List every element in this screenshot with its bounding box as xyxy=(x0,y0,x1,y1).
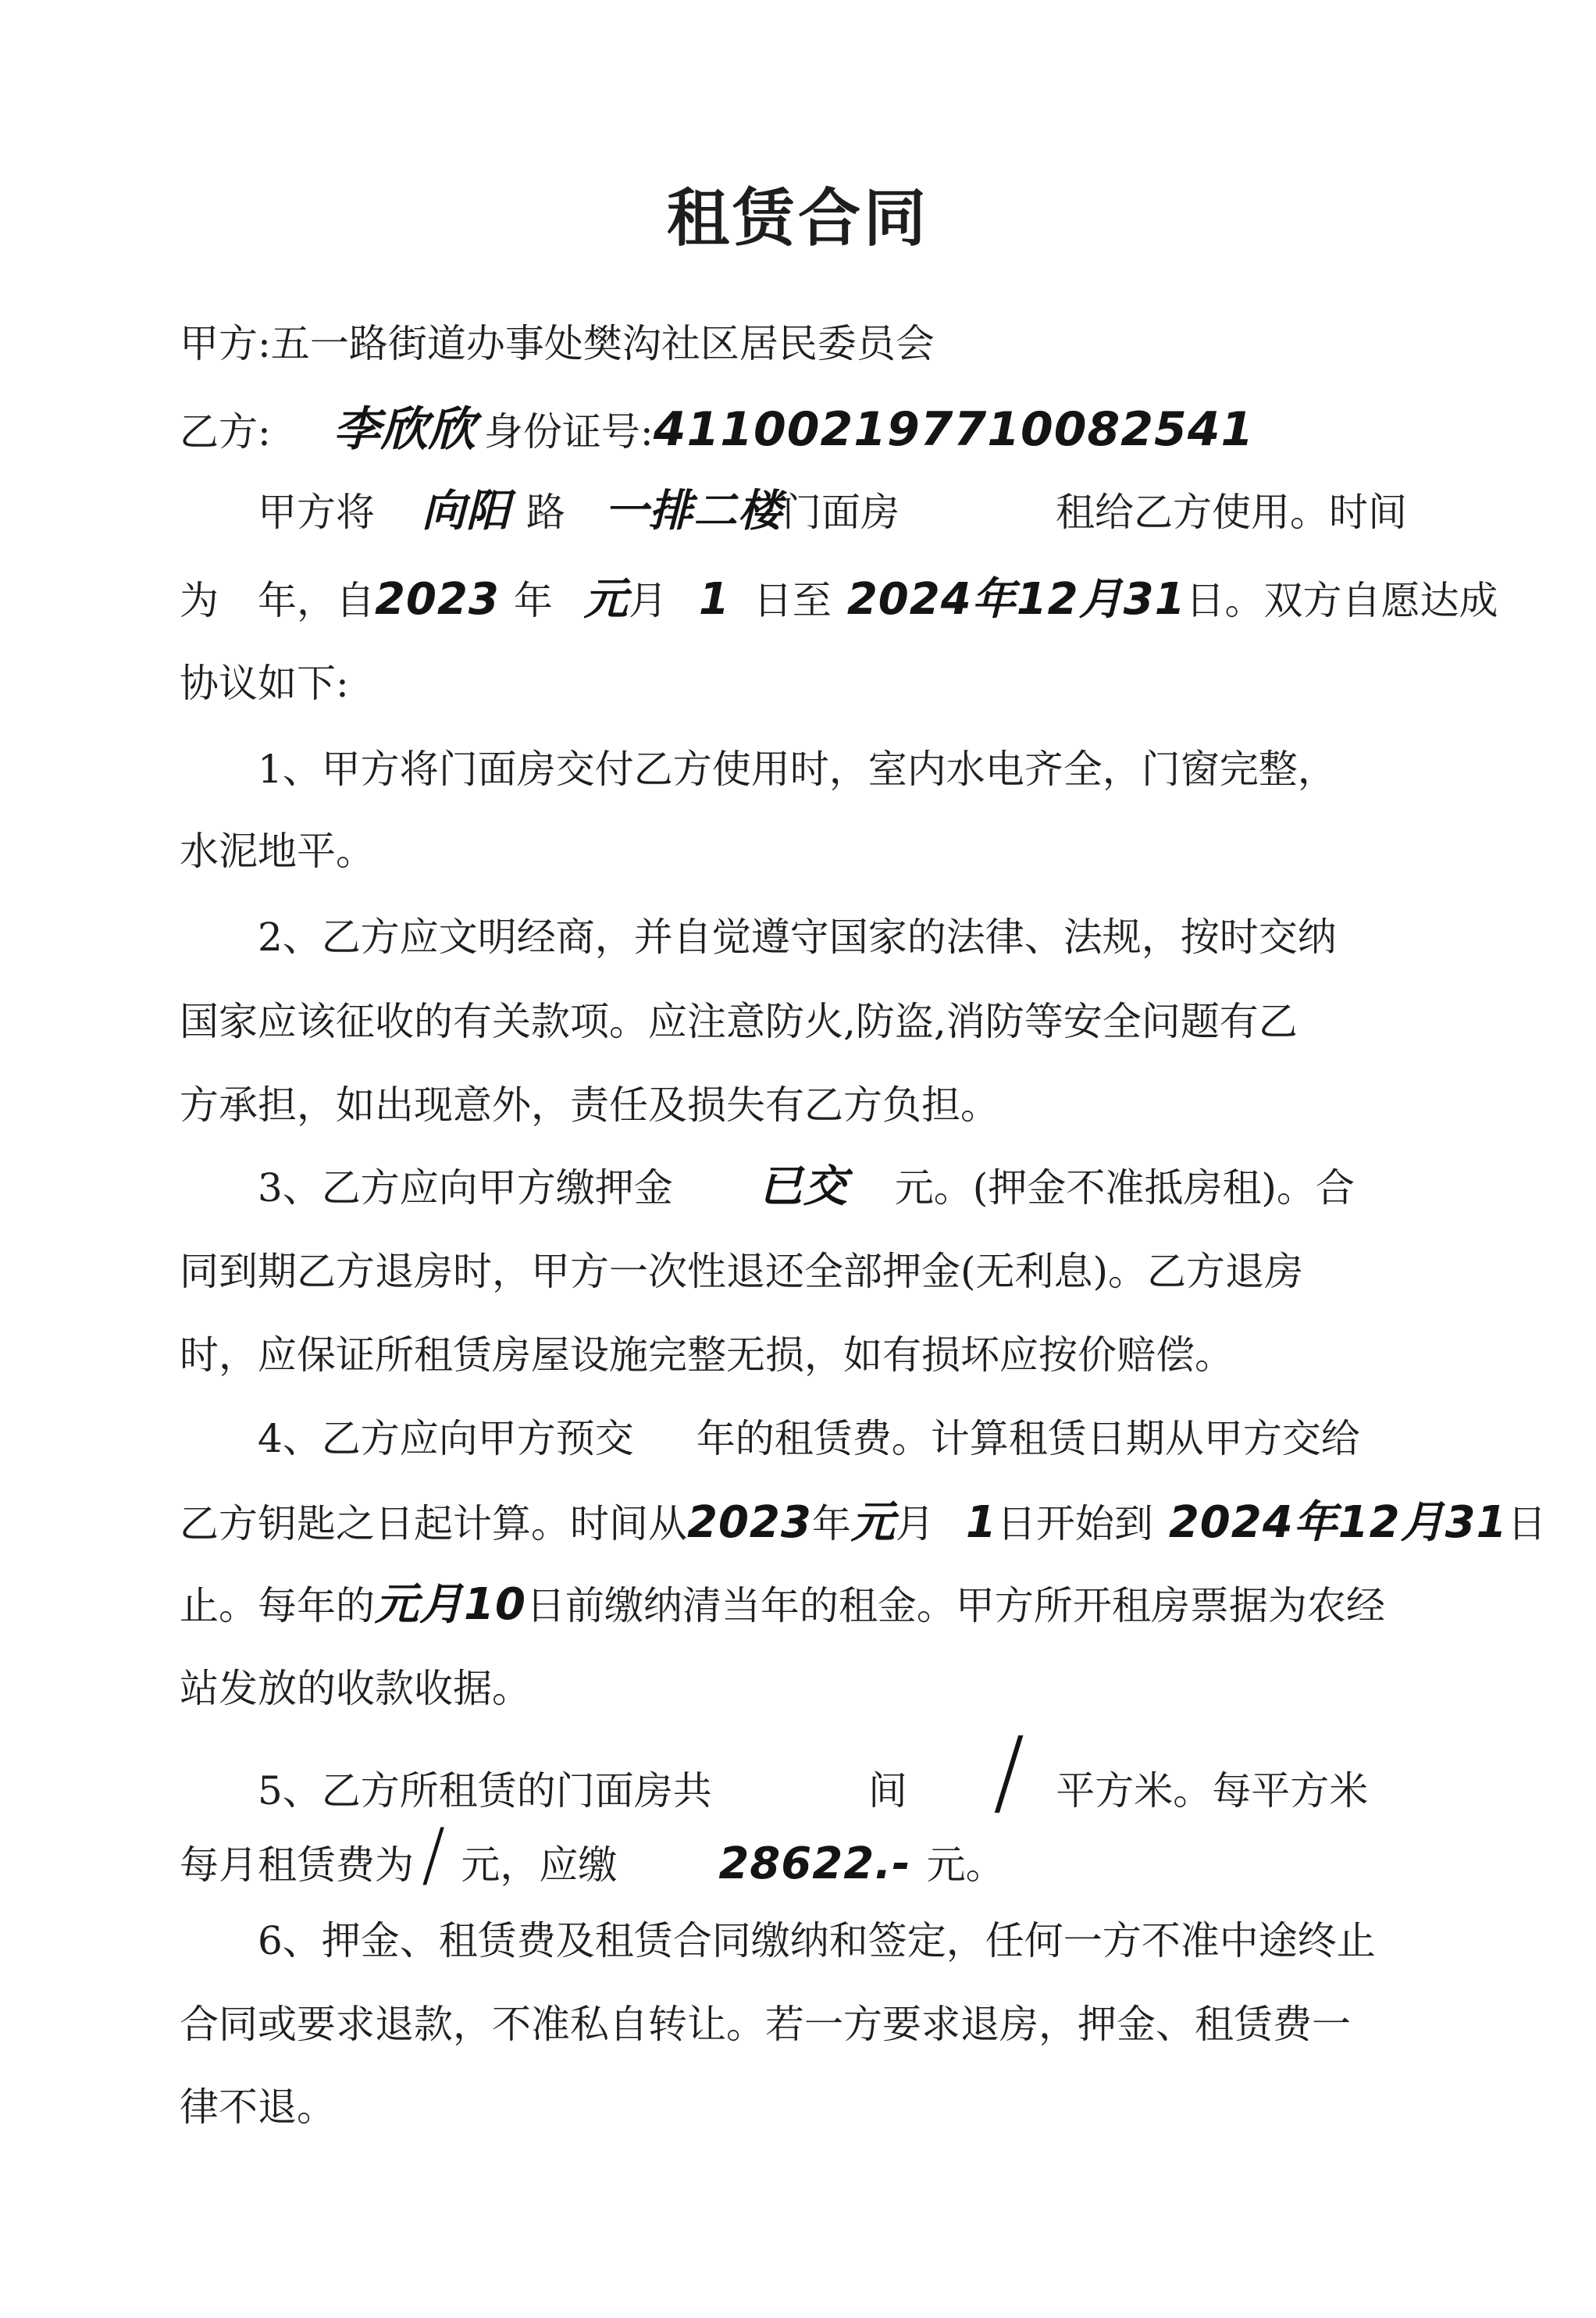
unit-price-value: / xyxy=(422,1813,446,1895)
party-a-name: 五一路街道办事处樊沟社区居民委员会 xyxy=(270,321,935,366)
intro-text: 甲方将 xyxy=(258,490,375,535)
clause-text: 4、乙方应向甲方预交 xyxy=(258,1416,634,1461)
intro-text: 日。双方自愿达成 xyxy=(1185,578,1498,623)
clause-text: 元，应缴 xyxy=(461,1842,618,1888)
clause-text: 乙方钥匙之日起计算。时间从 xyxy=(180,1501,687,1546)
clause-3-line-2: 同到期乙方退房时，甲方一次性退还全部押金(无利息)。乙方退房 xyxy=(180,1249,1304,1294)
total-rent: 28622.- xyxy=(718,1838,911,1889)
clause-text: 止。每年的 xyxy=(180,1583,375,1628)
clause-text: 年的租赁费。计算租赁日期从甲方交给 xyxy=(696,1416,1360,1461)
clause-text: 每月租赁费为 xyxy=(180,1842,414,1888)
clause-5-line-2 xyxy=(180,1813,1445,1895)
clause-1-line-2: 水泥地平。 xyxy=(180,829,375,874)
annual-pay-date: 元月10 xyxy=(375,1579,526,1630)
clause-text: 日 xyxy=(1507,1501,1547,1546)
clause-text: 月 xyxy=(895,1501,935,1546)
clause-1-line-1: 1、甲方将门面房交付乙方使用时，室内水电齐全，门窗完整， xyxy=(258,747,1337,792)
clause-4-line-4: 站发放的收款收据。 xyxy=(180,1666,531,1711)
intro-text: 年，自 xyxy=(258,578,375,623)
clause-3-line-3: 时，应保证所租赁房屋设施完整无损，如有损坏应按价赔偿。 xyxy=(180,1332,1234,1378)
clause-3-line-1 xyxy=(258,1161,1445,1212)
intro-text: 月 xyxy=(628,578,668,623)
party-b-label: 乙方: xyxy=(180,409,271,455)
end-date: 2024年12月31 xyxy=(846,574,1186,625)
clause-text: 年 xyxy=(811,1501,851,1546)
clause-text: 元。 xyxy=(926,1842,1005,1888)
party-a-label: 甲方: xyxy=(180,321,271,366)
start-month: 元 xyxy=(583,574,629,625)
clause-2-line-2: 国家应该征收的有关款项。应注意防火,防盗,消防等安全问题有乙 xyxy=(180,999,1298,1044)
id-label: 身份证号: xyxy=(483,409,654,455)
intro-text: 租给乙方使用。时间 xyxy=(1056,490,1407,535)
clause-5-line-1 xyxy=(258,1718,1445,1827)
road-name: 向阳 xyxy=(422,486,511,537)
intro-line-1 xyxy=(258,488,1445,536)
party-b-line xyxy=(180,402,1445,457)
start-year: 2023 xyxy=(375,574,500,625)
intro-text: 年 xyxy=(513,578,553,623)
intro-line-3: 协议如下: xyxy=(180,661,349,706)
intro-text: 路 xyxy=(526,490,565,535)
rent-start-year: 2023 xyxy=(687,1497,812,1548)
document-title: 租赁合同 xyxy=(667,182,929,255)
clause-6-line-1: 6、押金、租赁费及租赁合同缴纳和签定，任何一方不准中途终止 xyxy=(258,1918,1376,1963)
rent-start-day: 1 xyxy=(965,1497,997,1548)
party-a-line xyxy=(180,320,1445,367)
clause-4-line-2 xyxy=(180,1497,1547,1548)
intro-text: 门面房 xyxy=(782,490,900,535)
clause-text: 5、乙方所租赁的门面房共 xyxy=(258,1768,712,1813)
start-day: 1 xyxy=(698,574,730,625)
id-number: 411002197710082541 xyxy=(653,402,1255,457)
clause-4-line-1 xyxy=(258,1415,1445,1462)
clause-text: 日开始到 xyxy=(996,1501,1153,1546)
intro-line-2 xyxy=(180,574,1498,625)
rent-start-month: 元 xyxy=(850,1497,896,1548)
party-b-name: 李欣欣 xyxy=(333,402,476,457)
clause-2-line-3: 方承担，如出现意外，责任及损失有乙方负担。 xyxy=(180,1082,999,1128)
rent-end-date: 2024年12月31 xyxy=(1168,1497,1508,1548)
area-value: / xyxy=(992,1718,1025,1827)
deposit-amount: 已交 xyxy=(758,1161,848,1212)
clause-text: 间 xyxy=(867,1768,907,1813)
clause-text: 平方米。每平方米 xyxy=(1056,1768,1369,1813)
intro-text: 为 xyxy=(180,578,219,623)
clause-text: 3、乙方应向甲方缴押金 xyxy=(258,1165,673,1211)
clause-2-line-1: 2、乙方应文明经商，并自觉遵守国家的法律、法规，按时交纳 xyxy=(258,915,1337,960)
clause-6-line-3: 律不退。 xyxy=(180,2084,336,2130)
intro-text: 日至 xyxy=(753,578,832,623)
clause-4-line-3 xyxy=(180,1579,1445,1630)
clause-6-line-2: 合同或要求退款，不准私自转让。若一方要求退房，押金、租赁费一 xyxy=(180,2002,1351,2047)
address-detail: 一排二楼 xyxy=(604,486,782,537)
clause-text: 日前缴纳清当年的租金。甲方所开租房票据为农经 xyxy=(525,1583,1385,1628)
clause-text: 元。(押金不准抵房租)。合 xyxy=(894,1165,1355,1211)
